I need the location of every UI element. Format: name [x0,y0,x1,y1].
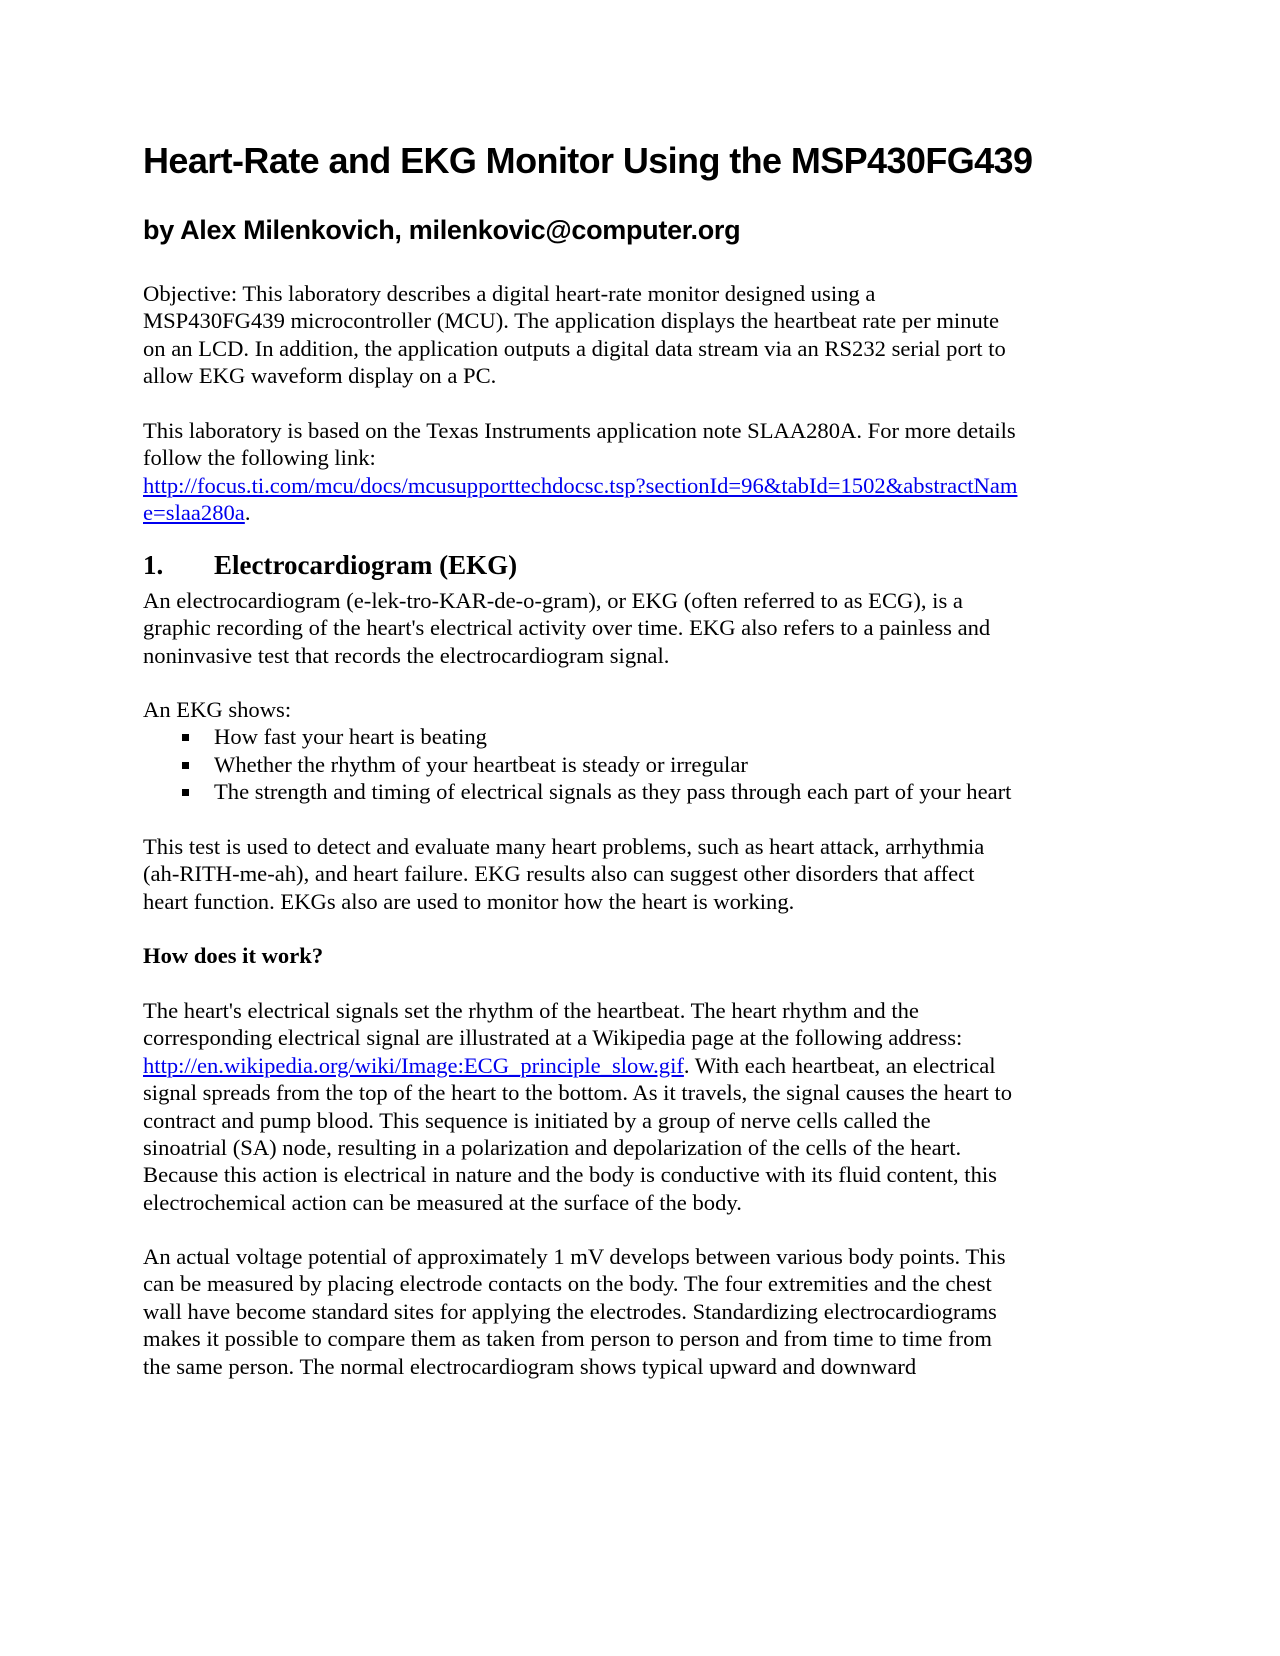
text-line: Objective: This laboratory describes a digital heart-rate monitor designed using a [143,281,876,306]
text-span: . With each heartbeat, an electrical [683,1052,996,1078]
list-item [143,723,1011,750]
text-line: heart function. EKGs also are used to monitor how the heart is working. [143,888,795,914]
ti-app-note-link-cont[interactable]: e=slaa280a [143,500,245,526]
objective-paragraph [143,280,1006,390]
text-line: Because this action is electrical in nature and the body is conductive with its fluid content, this [143,1162,997,1188]
text-line: signal spreads from the top of the heart to the bottom. As it travels, the signal causes the heart to [143,1080,1013,1106]
text-line: This laboratory is based on the Texas Instruments application note SLAA280A. For more details [143,418,1016,443]
section-heading [143,550,517,581]
text-line: sinoatrial (SA) node, resulting in a polarization and depolarization of the cells of the heart. [143,1134,962,1160]
bullet-icon [182,789,189,796]
ekg-intro-paragraph [143,587,990,669]
text-line: An electrocardiogram (e-lek-tro-KAR-de-o-gram), or EKG (often referred to as ECG), is a [143,588,963,613]
ekg-shows-list [143,696,1011,806]
author-byline: by Alex Milenkovich, milenkovic@computer.org [143,215,741,245]
usage-paragraph [143,833,984,915]
wikipedia-link[interactable]: http://en.wikipedia.org/wiki/Image:ECG_principle_slow.gif [143,1052,684,1078]
list-item-text: The strength and timing of electrical signals as they pass through each part of your heart [214,779,1012,805]
text-line: follow the following link: [143,445,376,471]
text-line: (ah-RITH-me-ah), and heart failure. EKG results also can suggest other disorders that affect [143,861,975,887]
list-item [143,751,1011,778]
text-line: graphic recording of the heart's electrical activity over time. EKG also refers to a painless and [143,615,991,641]
period: . [244,500,251,526]
text-line: This test is used to detect and evaluate many heart problems, such as heart attack, arrhythmia [143,834,985,859]
text-line: wall have become standard sites for applying the electrodes. Standardizing electrocardiograms [143,1298,997,1324]
section-number: 1. [143,550,164,580]
text-line: An actual voltage potential of approximately 1 mV develops between various body points. This [143,1244,1006,1269]
text-line: the same person. The normal electrocardiogram shows typical upward and downward [143,1353,917,1379]
text-line: electrochemical action can be measured at the surface of the body. [143,1189,742,1215]
text-line: noninvasive test that records the electrocardiogram signal. [143,642,670,668]
text-line: contract and pump blood. This sequence is initiated by a group of nerve cells called the [143,1107,931,1133]
section-title: Electrocardiogram (EKG) [214,550,518,580]
list-item-text: Whether the rhythm of your heartbeat is steady or irregular [214,751,748,777]
list-label: An EKG shows: [143,697,292,722]
text-line: corresponding electrical signal are illustrated at a Wikipedia page at the following address: [143,1025,963,1051]
list-item [143,778,1011,805]
text-line: MSP430FG439 microcontroller (MCU). The application displays the heartbeat rate per minute [143,308,1000,334]
text-line: The heart's electrical signals set the rhythm of the heartbeat. The heart rhythm and the [143,998,919,1023]
text-line: can be measured by placing electrode contacts on the body. The four extremities and the chest [143,1271,992,1297]
basis-paragraph [143,417,1017,527]
bullet-icon [182,762,189,769]
bullet-icon [182,734,189,741]
text-line: on an LCD. In addition, the application outputs a digital data stream via an RS232 serial port to [143,335,1006,361]
ti-app-note-link[interactable]: http://focus.ti.com/mcu/docs/mcusupporttechdocsc.tsp?sectionId=96&tabId=1502&abstractNam [143,472,1018,498]
document-title: Heart-Rate and EKG Monitor Using the MSP430FG439 [143,140,1033,181]
how-paragraph [143,997,1012,1216]
voltage-paragraph [143,1243,1006,1380]
how-heading: How does it work? [143,943,324,968]
text-line: makes it possible to compare them as taken from person to person and from time to time from [143,1326,992,1352]
text-line: allow EKG waveform display on a PC. [143,363,497,389]
list-item-text: How fast your heart is beating [214,724,487,750]
